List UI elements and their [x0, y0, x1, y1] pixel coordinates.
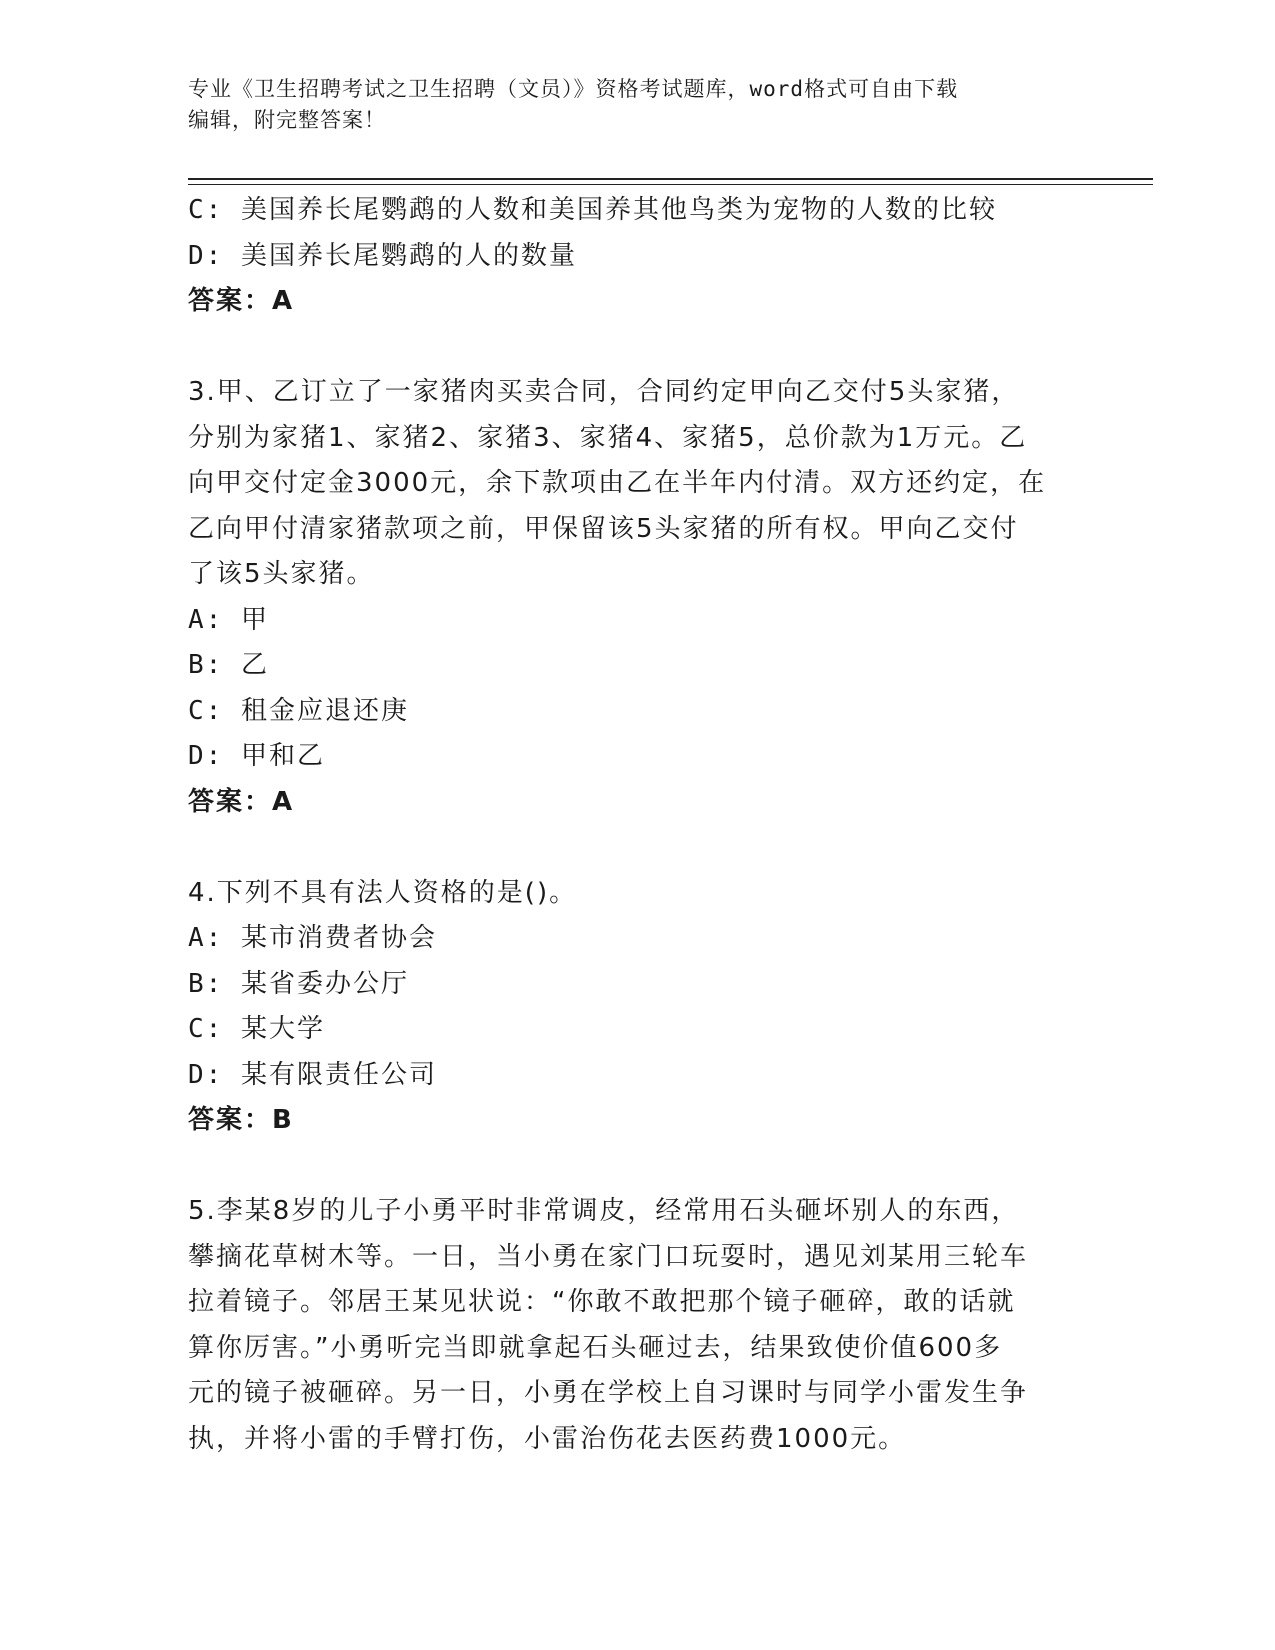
option-c: C: 美国养长尾鹦鹉的人数和美国养其他鸟类为宠物的人数的比较: [188, 195, 997, 225]
option-a: A: 某市消费者协会: [188, 923, 437, 953]
header-divider: [188, 178, 1153, 180]
question-stem-line: 乙向甲付清家猪款项之前，甲保留该5头家猪的所有权。甲向乙交付: [188, 513, 1019, 544]
question-block: [188, 871, 1088, 1144]
question-stem-line: 攀摘花草树木等。一日，当小勇在家门口玩耍时，遇见刘某用三轮车: [188, 1241, 1029, 1272]
option-a: A: 甲: [188, 604, 269, 635]
question-stem-line: 3.甲、乙订立了一家猪肉买卖合同，合同约定甲向乙交付5头家猪，: [188, 377, 1020, 407]
question-stem-line: 分别为家猪1、家猪2、家猪3、家猪4、家猪5，总价款为1万元。乙: [188, 422, 1028, 453]
option-b: B: 乙: [188, 650, 269, 680]
question-stem-line: 5.李某8岁的儿子小勇平时非常调皮，经常用石头砸坏别人的东西，: [188, 1196, 1020, 1226]
question-stem-line: 元的镜子被砸碎。另一日，小勇在学校上自习课时与同学小雷发生争: [188, 1378, 1029, 1408]
option-b: B: 某省委办公厅: [188, 968, 409, 999]
question-stem-line: 拉着镜子。邻居王某见状说：“你敢不敢把那个镜子砸碎，敢的话就: [188, 1287, 1016, 1317]
question-list: [188, 188, 1088, 1462]
option-c: C: 租金应退还庚: [188, 695, 409, 726]
option-d: D: 甲和乙: [188, 741, 325, 771]
document-header: [188, 74, 1088, 136]
question-stem-line: 执，并将小雷的手臂打伤，小雷治伤花去医药费1000元。: [188, 1423, 907, 1454]
spacer: [188, 1144, 1088, 1190]
answer-line: 答案：A: [188, 786, 295, 817]
answer-line: 答案：B: [188, 1105, 294, 1135]
question-stem-line: 向甲交付定金3000元，余下款项由乙在半年内付清。双方还约定，在: [188, 468, 1047, 498]
question-block: [188, 188, 1088, 325]
question-block: [188, 370, 1088, 825]
answer-line: 答案：A: [188, 286, 295, 316]
question-stem-line: 了该5头家猪。: [188, 559, 375, 589]
question-block: [188, 1189, 1088, 1462]
spacer: [188, 325, 1088, 371]
option-c: C: 某大学: [188, 1014, 325, 1044]
question-stem-line: 4.下列不具有法人资格的是()。: [188, 877, 578, 908]
option-d: D: 某有限责任公司: [188, 1059, 437, 1090]
question-stem-line: 算你厉害。”小勇听完当即就拿起石头砸过去，结果致使价值600多: [188, 1332, 1003, 1363]
header-line: 专业《卫生招聘考试之卫生招聘（文员）》资格考试题库，word格式可自由下载: [188, 77, 959, 101]
header-divider-thin: [188, 184, 1153, 185]
option-d: D: 美国养长尾鹦鹉的人的数量: [188, 240, 577, 271]
spacer: [188, 825, 1088, 871]
header-line: 编辑，附完整答案！: [188, 108, 386, 132]
